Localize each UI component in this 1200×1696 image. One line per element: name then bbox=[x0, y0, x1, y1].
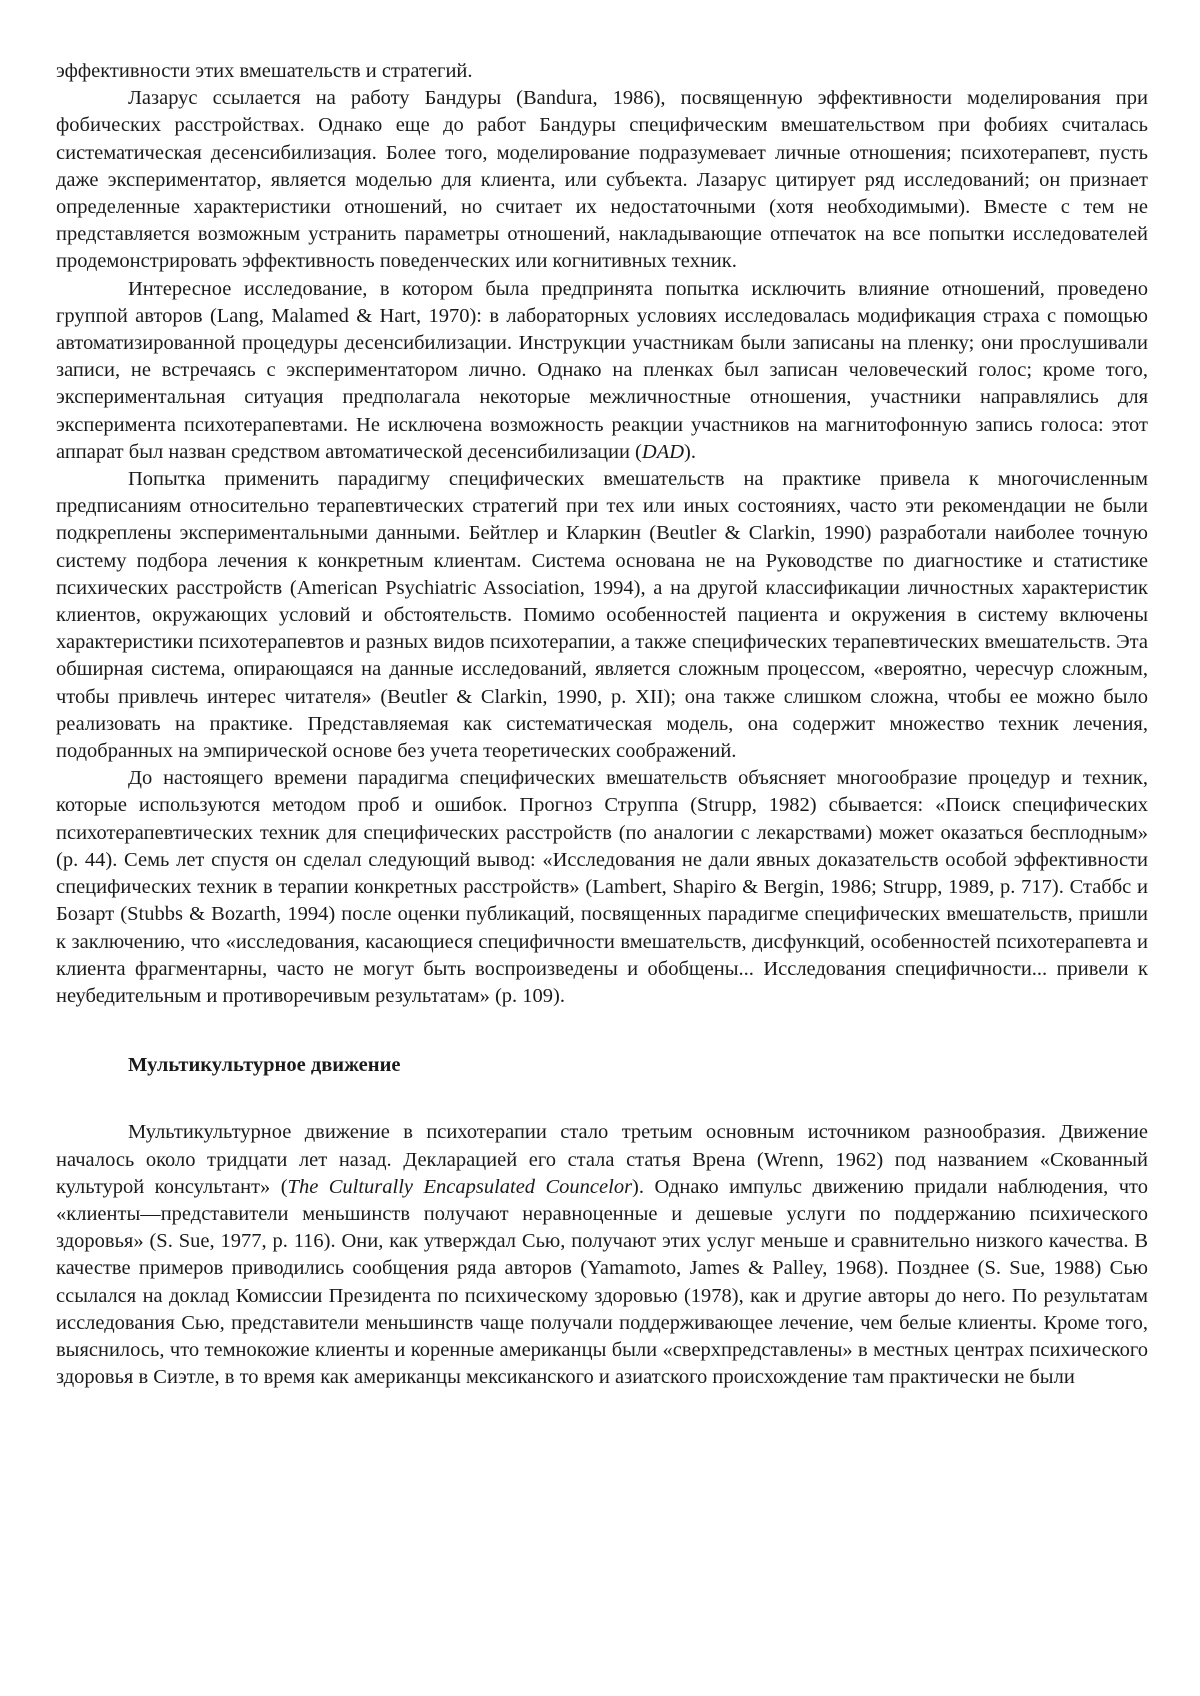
italic-title: The Culturally Encapsulated Councelor bbox=[287, 1175, 633, 1198]
paragraph-beutler-clarkin: Попытка применить парадигму специфических вмешательств на практике привела к многочисленным предписаниям относительно терапевтических стратегий при тех или иных состояниях, часто эти рекомендации не были подкреплены экспериментальными данными. Бейтлер и Кларкин (Beutler & Clarkin, 1990) разработали наиболее точную систему подбора лечения к конкретным клиентам. Система основана не на Руководстве по диагностике и статистике психических расстройств (American Psychiatric Association, 1994), а на другой классификации личностных характеристик клиентов, окружающих условий и обстоятельств. Помимо особенностей пациента и окружения в систему включены характеристики психотерапевтов и разных видов психотерапии, а также специфических терапевтических вмешательств. Эта обширная система, опирающаяся на данные исследований, является сложным процессом, «вероятно, чересчур сложным, чтобы привлечь интерес читателя» (Beutler & Clarkin, 1990, p. XII); она также слишком сложна, чтобы ее можно было реализовать на практике. Представляемая как систематическая модель, она содержит множество техник лечения, подобранных на эмпирической основе без учета теоретических соображений. bbox=[56, 468, 1148, 763]
paragraph-text: Интересное исследование, в котором была предпринята попытка исключить влияние отношений, проведено группой авторов (Lang, Malamed & Hart, 1970): в лабораторных условиях исследовалась модификация страха с помощью автоматизированной процедуры десенсибилизации. Инструкции участникам были записаны на пленку; они прослушивали записи, не встречаясь с экспериментатором лично. Однако на пленках был записан человеческий голос; кроме того, экспериментальная ситуация предполагала некоторые межличностные отношения, участники направлялись для эксперимента психотерапевтами. Не исключена возможность реакции участников на магнитофонную запись голоса: этот аппарат был назван средством автоматической десенсибилизации ( bbox=[56, 277, 1148, 463]
paragraph-multicultural bbox=[56, 1119, 1148, 1391]
paragraph-continuation: эффективности этих вмешательств и стратегий. bbox=[56, 60, 473, 82]
paragraph-strupp: До настоящего времени парадигма специфических вмешательств объясняет многообразие процедур и техник, которые используются методом проб и ошибок. Прогноз Струппа (Strupp, 1982) сбывается: «Поиск специфических психотерапевтических техник для специфических расстройств (по аналогии с лекарствами) может оказаться бесплодным» (p. 44). Семь лет спустя он сделал следующий вывод: «Исследования не дали явных доказательств особой эффективности специфических техник в терапии конкретных расстройств» (Lambert, Shapiro & Bergin, 1986; Strupp, 1989, p. 717). Стаббс и Бозарт (Stubbs & Bozarth, 1994) после оценки публикаций, посвященных парадигме специфических вмешательств, пришли к заключению, что «исследования, касающиеся специфичности вмешательств, дисфункций, особенностей психотерапевта и клиента фрагментарны, часто не могут быть воспроизведены и обобщены... Исследования специфичности... привели к неубедительным и противоречивым результатам» (p. 109). bbox=[56, 767, 1148, 1007]
italic-abbreviation: DAD bbox=[641, 440, 685, 463]
section-heading: Мультикультурное движение bbox=[128, 1054, 401, 1077]
paragraph-lazarus: Лазарус ссылается на работу Бандуры (Bandura, 1986), посвященную эффективности моделирования при фобических расстройствах. Однако еще до работ Бандуры специфическим вмешательством при фобиях считалась систематическая десенсибилизация. Более того, моделирование подразумевает личные отношения; психотерапевт, пусть даже экспериментатор, является моделью для клиента, или субъекта. Лазарус цитирует ряд исследований; он признает определенные характеристики отношений, но считает их недостаточными (хотя необходимыми). Вместе с тем не представляется возможным устранить параметры отношений, накладывающие отпечаток на все попытки исследователей продемонстрировать эффективность поведенческих или когнитивных техник. bbox=[56, 87, 1148, 273]
paragraph-text: Мультикультурное движение в психотерапии стало третьим основным источником разнообразия. Движение началось около тридцати лет назад. Декларацией его стала статья Врена (Wrenn, 1962) под названием «Скованный культурой консультант» ( bbox=[56, 1121, 1148, 1198]
paragraph-text: ). Однако импульс движению придали наблюдения, что «клиенты—представители меньшинств получают неравноценные и дешевые услуги по поддержанию психического здоровья» (S. Sue, 1977, p. 116). Они, как утверждал Сью, получают этих услуг меньше и сравнительно низкого качества. В качестве примеров приводились сообщения ряда авторов (Yamamoto, James & Palley, 1968). Позднее (S. Sue, 1988) Сью ссылался на доклад Комиссии Президента по психическому здоровью (1978), как и другие авторы до него. По результатам исследования Сью, представители меньшинств чаще получали поддерживающее лечение, чем белые клиенты. Кроме того, выяснилось, что темнокожие клиенты и коренные американцы были «сверхпредставлены» в местных центрах психического здоровья в Сиэтле, в то время как американцы мексиканского и азиатского происхождение там практически не были bbox=[56, 1175, 1148, 1389]
paragraph-lang-study bbox=[56, 276, 1148, 466]
document-page bbox=[56, 58, 1148, 1391]
paragraph-text: ). bbox=[684, 440, 696, 463]
